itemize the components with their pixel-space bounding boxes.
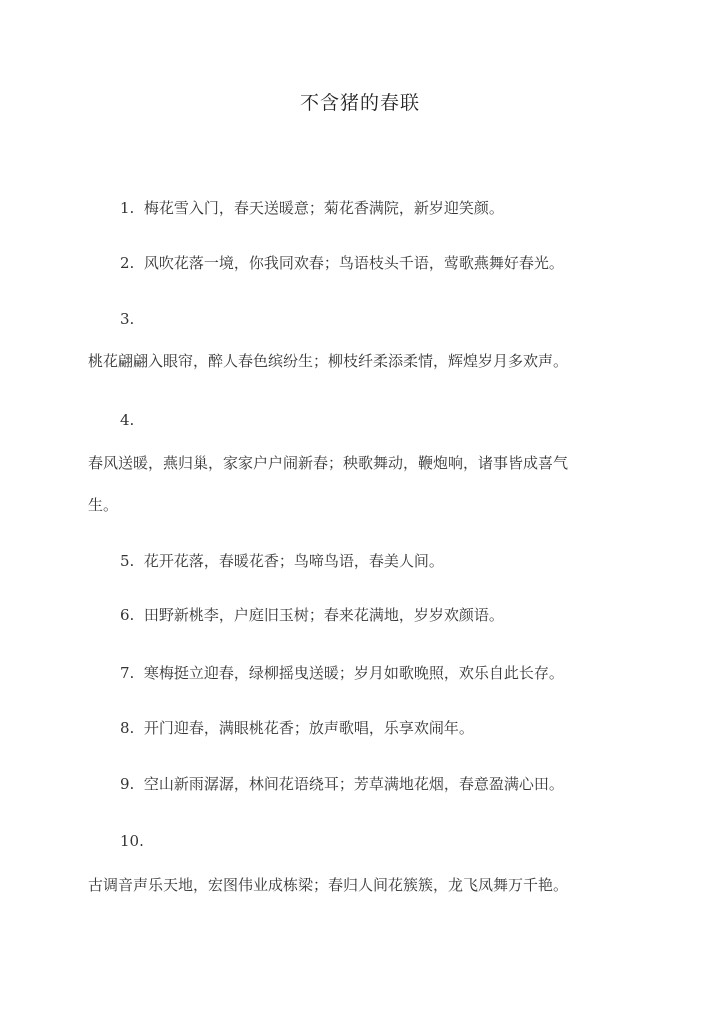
couplet-item-4-text-line1: 春风送暖，燕归巢，家家户户闹新春；秧歌舞动，鞭炮响，诸事皆成喜气 <box>88 454 569 472</box>
item-text: 风吹花落一境，你我同欢春；鸟语枝头千语，莺歌燕舞好春光。 <box>143 254 564 272</box>
couplet-item-10-text: 古调音声乐天地，宏图伟业成栋梁；春归人间花簇簇，龙飞凤舞万千艳。 <box>88 876 569 894</box>
couplet-item-7 <box>120 663 564 683</box>
item-text: 田野新桃李，户庭旧玉树；春来花满地，岁岁欢颜语。 <box>143 606 504 624</box>
couplet-item-10-number: 10. <box>120 832 144 850</box>
item-number: 8. <box>120 719 135 737</box>
couplet-item-4-text-line2: 生。 <box>88 496 119 514</box>
item-text: 梅花雪入门，春天送暖意；菊花香满院，新岁迎笑颜。 <box>143 199 504 217</box>
item-number: 6. <box>120 606 135 624</box>
item-text: 开门迎春，满眼桃花香；放声歌唱，乐享欢闹年。 <box>143 719 474 737</box>
item-text: 寒梅挺立迎春，绿柳摇曳送暖；岁月如歌晚照，欢乐自此长存。 <box>143 664 564 682</box>
couplet-item-5 <box>120 551 444 571</box>
item-number: 5. <box>120 552 135 570</box>
couplet-item-2 <box>120 253 564 273</box>
couplet-item-6 <box>120 605 504 625</box>
couplet-item-8 <box>120 718 474 738</box>
item-text: 花开花落，春暖花香；鸟啼鸟语，春美人间。 <box>143 552 444 570</box>
item-number: 7. <box>120 664 135 682</box>
item-number: 2. <box>120 254 135 272</box>
page-title: 不含猪的春联 <box>299 92 420 114</box>
couplet-item-3-text: 桃花翩翩入眼帘，醉人春色缤纷生；柳枝纤柔添柔情，辉煌岁月多欢声。 <box>88 352 569 370</box>
item-number: 9. <box>120 775 135 793</box>
item-text: 空山新雨潺潺，林间花语绕耳；芳草满地花烟，春意盈满心田。 <box>143 775 564 793</box>
couplet-item-1 <box>120 198 504 218</box>
couplet-item-9 <box>120 774 564 794</box>
couplet-item-4-number: 4. <box>120 411 135 429</box>
couplet-item-3-number: 3. <box>120 310 135 328</box>
item-number: 1. <box>120 199 135 217</box>
